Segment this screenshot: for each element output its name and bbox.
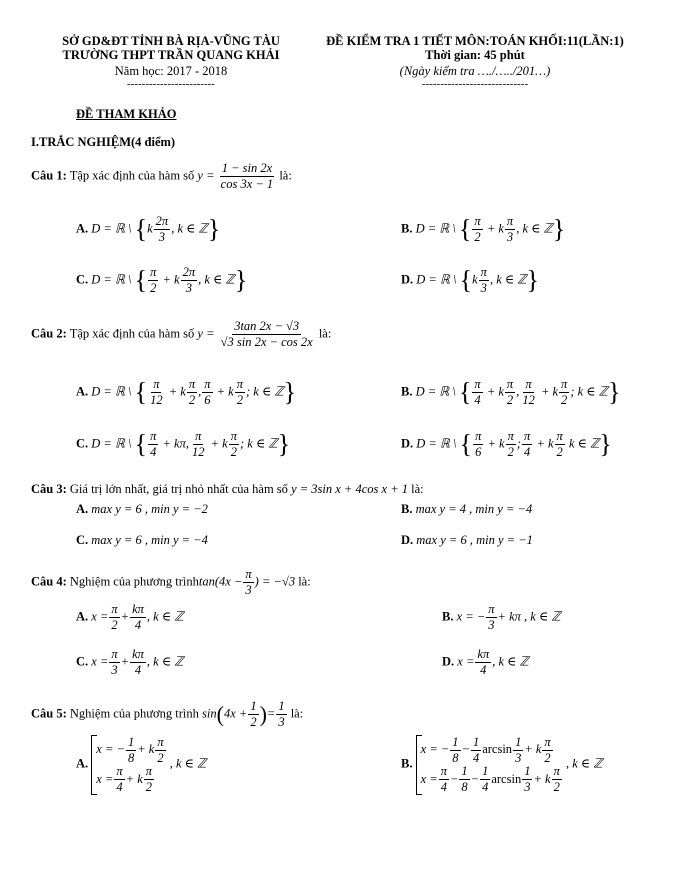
- q4-c-t1-num: π: [109, 648, 119, 663]
- q5-a-r1-n2: π: [155, 736, 165, 751]
- q1-c-t1-den: 2: [150, 281, 157, 296]
- q1-b-t1-den: 2: [474, 230, 481, 245]
- q1-option-b[interactable]: [401, 215, 565, 244]
- q5-b-r2-m1: −: [470, 771, 480, 786]
- q2-option-a[interactable]: [76, 378, 296, 407]
- q3-option-d-label: D.: [401, 533, 414, 547]
- q1-option-d[interactable]: [401, 266, 539, 295]
- q1-b-pre: D = ℝ \: [415, 221, 456, 236]
- q5-b-r1-d2: 4: [472, 750, 480, 765]
- school-name: TRƯỜNG THPT TRẦN QUANG KHẢI: [62, 48, 280, 62]
- right-divider: -----------------------------: [421, 78, 529, 90]
- q1-func-den: cos 3x − 1: [220, 177, 274, 192]
- q5-a-system: [91, 735, 166, 795]
- q2-c-t4-num: π: [229, 430, 239, 445]
- q5-b-r1-n3: 1: [513, 736, 523, 751]
- q1-option-c-label: C.: [76, 272, 89, 287]
- q5-b-r2-d3: 4: [482, 780, 489, 795]
- q5-a-r1-mid: + k: [137, 742, 155, 756]
- q2-a-open: {: [134, 377, 148, 407]
- q2-option-d-label: D.: [401, 436, 414, 451]
- q1-c-mid: + k: [159, 272, 180, 287]
- question-3-label: Câu 3:: [31, 482, 67, 496]
- q1-option-b-label: B.: [401, 221, 413, 236]
- q3-a-value: max y = 6 , min y = −2: [91, 502, 208, 516]
- q3-func: y = 3sin x + 4cos x + 1: [291, 482, 409, 496]
- q2-a-t1-num: π: [151, 378, 161, 393]
- question-1: [31, 162, 292, 191]
- q2-d-t2-num: π: [506, 430, 516, 445]
- q1-tail: là:: [279, 168, 292, 183]
- q4-c-mid: +: [120, 654, 130, 669]
- question-2-label: Câu 2:: [31, 326, 67, 341]
- q1-a-den: 3: [158, 230, 166, 245]
- q2-c-m2: + k: [207, 436, 228, 451]
- q5-b-r2-d2: 8: [461, 780, 468, 795]
- q5-eq-eq: =: [266, 706, 276, 721]
- q2-b-pre: D = ℝ \: [415, 384, 456, 399]
- q3-option-c[interactable]: [76, 533, 208, 548]
- q2-a-pre: D = ℝ \: [91, 384, 132, 399]
- q2-b-m2: + k: [537, 384, 559, 399]
- q1-b-t2-den: 3: [506, 230, 514, 245]
- q5-b-r2-n4: 1: [522, 765, 532, 780]
- q1-a-post: , k ∈ ℤ: [171, 221, 208, 236]
- q5-b-r2-arc: arcsin: [491, 771, 522, 786]
- q1-option-c[interactable]: [76, 266, 247, 295]
- q5-b-r2-m0: −: [449, 771, 459, 786]
- q5-a-r1-pre: x = −: [96, 742, 125, 756]
- q4-option-d-label: D.: [442, 654, 455, 669]
- q1-option-d-label: D.: [401, 272, 414, 287]
- q1-d-k: k: [472, 272, 478, 287]
- q1-b-close: }: [552, 214, 566, 244]
- question-5-label: Câu 5:: [31, 706, 67, 721]
- q2-tail: là:: [318, 326, 332, 341]
- q2-c-open: {: [134, 429, 148, 459]
- q2-b-post: ; k ∈ ℤ: [570, 384, 608, 399]
- q5-b-r1-n4: π: [542, 736, 552, 751]
- q2-a-t3-num: π: [202, 378, 212, 393]
- q2-c-t1-den: 4: [150, 445, 157, 460]
- q1-b-open: {: [458, 214, 472, 244]
- q1-d-num: π: [479, 266, 489, 281]
- q5-b-r2-d5: 2: [553, 780, 560, 795]
- q2-a-t1-den: 12: [150, 393, 163, 408]
- q2-d-t2-den: 2: [507, 445, 514, 460]
- q3-c-value: max y = 6 , min y = −4: [91, 533, 208, 547]
- q5-b-r1-n1: 1: [450, 736, 460, 751]
- q5-b-r2-pre: x =: [420, 771, 438, 786]
- q2-option-a-label: A.: [76, 384, 89, 399]
- q1-a-k: k: [147, 221, 153, 236]
- q2-c-pre: D = ℝ \: [91, 436, 132, 451]
- q2-b-t4-num: π: [559, 378, 569, 393]
- question-5: Câu 5: Nghiệm của phương trình sin(4x + $\frac{1}{2}$ )= $\frac{1}{3}$ là:: [31, 699, 304, 730]
- question-3-text: Giá trị lớn nhất, giá trị nhỏ nhất của hàm số: [69, 482, 288, 496]
- q2-c-t3-num: π: [193, 430, 203, 445]
- q1-d-pre: D = ℝ \: [416, 272, 457, 287]
- q4-option-d[interactable]: [442, 648, 529, 677]
- q1-b-mid: + k: [483, 221, 504, 236]
- q1-c-post: , k ∈ ℤ: [198, 272, 235, 287]
- q3-tail: là:: [411, 482, 424, 496]
- q5-a-r1-d1: 8: [127, 750, 135, 765]
- q2-b-t2-num: π: [505, 378, 515, 393]
- question-1-label: Câu 1:: [31, 168, 67, 183]
- q4-d-t1-den: 4: [480, 663, 487, 678]
- q2-b-m1: + k: [483, 384, 504, 399]
- q1-c-close: }: [234, 265, 248, 295]
- q4-a-t1-num: π: [109, 603, 119, 618]
- exam-duration: Thời gian: 45 phút: [425, 48, 525, 62]
- q2-d-t4-num: π: [555, 430, 565, 445]
- section-heading: I.TRẮC NGHIỆM(4 điểm): [31, 135, 176, 149]
- q5-rhs-den: 3: [278, 715, 285, 730]
- q2-b-open: {: [458, 377, 472, 407]
- q2-d-t3-den: 4: [524, 445, 531, 460]
- q4-option-c[interactable]: [76, 648, 184, 677]
- left-divider: ------------------------: [127, 78, 215, 90]
- q4-a-t2-num: kπ: [130, 603, 146, 618]
- q4-eq-den: 3: [245, 583, 252, 598]
- q2-option-c[interactable]: [76, 430, 290, 459]
- q5-a-r2-mid: + k: [125, 771, 143, 786]
- school-dept: SỞ GD&ĐT TỈNH BÀ RỊA-VŨNG TÀU: [62, 34, 280, 48]
- q2-c-t4-den: 2: [230, 445, 237, 460]
- q2-c-m1: + kπ,: [159, 436, 189, 451]
- q5-option-a-label: A.: [76, 756, 89, 771]
- q2-d-t4-den: 2: [556, 445, 563, 460]
- q2-b-close: }: [607, 377, 621, 407]
- q2-a-t2-den: 2: [188, 393, 196, 408]
- question-4: [31, 568, 311, 597]
- q2-c-close: }: [277, 429, 291, 459]
- q5-b-post: , k ∈ ℤ: [565, 756, 603, 771]
- q4-option-b[interactable]: [442, 603, 561, 632]
- q5-eq-num: 1: [248, 700, 258, 715]
- q1-option-a[interactable]: [76, 215, 220, 244]
- q2-d-open: {: [459, 429, 473, 459]
- q2-func-den: √3 sin 2x − cos 2x: [220, 335, 313, 350]
- q1-d-open: {: [459, 265, 473, 295]
- question-5-text: Nghiệm của phương trình: [69, 706, 199, 721]
- q4-a-pre: x =: [91, 609, 109, 624]
- q1-a-open: {: [134, 214, 148, 244]
- q2-c-t3-den: 12: [192, 445, 205, 460]
- q5-b-r2-d4: 3: [524, 780, 531, 795]
- q5-option-b-label: B.: [401, 756, 413, 771]
- q1-c-t2-num: 2π: [181, 266, 198, 281]
- q5-b-r1-pre: x = −: [420, 742, 450, 756]
- q2-d-close: }: [599, 429, 612, 459]
- q4-option-a[interactable]: [76, 603, 184, 632]
- q5-b-r1-m1: −: [461, 742, 470, 756]
- school-year: Năm học: 2017 - 2018: [114, 64, 228, 78]
- q3-option-b[interactable]: [401, 502, 532, 517]
- q2-d-m1: + k: [484, 436, 505, 451]
- q4-b-t1-num: π: [486, 603, 496, 618]
- q1-func-lhs: y =: [197, 168, 215, 183]
- question-1-text: Tập xác định của hàm số: [69, 168, 195, 183]
- q2-a-t4-den: 2: [236, 393, 243, 408]
- q4-a-t2-den: 4: [134, 618, 142, 633]
- exam-date: (Ngày kiểm tra …./…../201…): [399, 64, 551, 78]
- q4-c-t2-den: 4: [134, 663, 142, 678]
- q5-b-r1-mid: + k: [524, 742, 542, 756]
- q4-a-post: , k ∈ ℤ: [146, 609, 184, 624]
- document-title: ĐỀ THAM KHẢO: [76, 107, 177, 121]
- q2-c-post: ; k ∈ ℤ: [240, 436, 278, 451]
- q5-a-r2-d2: 2: [145, 780, 153, 795]
- q1-a-pre: D = ℝ \: [91, 221, 132, 236]
- q1-c-pre: D = ℝ \: [91, 272, 132, 287]
- q1-d-close: }: [526, 265, 540, 295]
- q2-d-post: k ∈ ℤ: [565, 436, 600, 451]
- q3-d-value: max y = 6 , min y = −1: [416, 533, 533, 547]
- q5-b-r1-d3: 3: [515, 750, 522, 765]
- q4-d-post: , k ∈ ℤ: [492, 654, 529, 669]
- q2-b-t2-den: 2: [506, 393, 514, 408]
- q2-b-t1-num: π: [472, 378, 482, 393]
- q4-eq-pre: tan(4x −: [198, 574, 243, 589]
- q1-d-post: , k ∈ ℤ: [489, 272, 527, 287]
- question-3: [31, 482, 424, 497]
- q2-option-d[interactable]: [401, 430, 612, 459]
- q5-b-system: [416, 735, 563, 795]
- q4-c-t2-num: kπ: [130, 648, 146, 663]
- q5-option-a[interactable]: [76, 735, 206, 795]
- q4-tail: là:: [298, 574, 311, 589]
- q4-option-c-label: C.: [76, 654, 89, 669]
- q2-option-b[interactable]: [401, 378, 620, 407]
- q4-d-t1-num: kπ: [475, 648, 491, 663]
- q5-a-r2-d1: 4: [116, 780, 123, 795]
- q1-b-t1-num: π: [472, 215, 482, 230]
- q2-a-t2-num: π: [187, 378, 197, 393]
- q1-b-post: , k ∈ ℤ: [516, 221, 553, 236]
- q1-c-open: {: [134, 265, 148, 295]
- question-2: [31, 320, 331, 349]
- q5-eq-den: 2: [250, 715, 257, 730]
- q2-option-b-label: B.: [401, 384, 413, 399]
- exam-title: ĐỀ KIỂM TRA 1 TIẾT MÔN:TOÁN KHỐI:11(LẦN:1): [326, 34, 624, 48]
- q5-b-r1-n2: 1: [471, 736, 481, 751]
- q4-b-t1-den: 3: [488, 618, 495, 633]
- q1-b-t2-num: π: [505, 215, 515, 230]
- q4-eq-post: ) = −√3: [254, 574, 296, 589]
- q1-d-den: 3: [480, 281, 487, 296]
- question-2-text: Tập xác định của hàm số: [69, 326, 195, 341]
- q2-option-c-label: C.: [76, 436, 89, 451]
- q3-b-value: max y = 4 , min y = −4: [415, 502, 533, 516]
- q2-b-sep: ,: [516, 384, 520, 399]
- q2-b-t3-num: π: [523, 378, 533, 393]
- q4-b-post: + kπ , k ∈ ℤ: [497, 609, 561, 624]
- q5-b-r1-d1: 8: [452, 750, 459, 765]
- q4-b-pre: x = −: [456, 609, 486, 624]
- q5-a-r2-pre: x =: [96, 771, 114, 786]
- q1-c-t2-den: 3: [185, 281, 192, 296]
- q2-d-t1-num: π: [473, 430, 483, 445]
- q1-c-t1-num: π: [148, 266, 158, 281]
- q2-func-num: 3tan 2x − √3: [232, 320, 301, 335]
- q5-b-r1-arc: arcsin: [482, 742, 513, 756]
- q2-b-t3-den: 12: [522, 393, 535, 408]
- q4-option-b-label: B.: [442, 609, 454, 624]
- q1-a-num: 2π: [154, 215, 171, 230]
- q4-eq-num: π: [243, 568, 253, 583]
- q5-a-r2-n2: π: [144, 765, 154, 780]
- q5-tail: là:: [290, 706, 304, 721]
- q5-b-r2-mid: + k: [533, 771, 551, 786]
- q1-option-a-label: A.: [76, 221, 89, 236]
- q5-b-r2-n5: π: [552, 765, 562, 780]
- q5-b-r2-n3: 1: [480, 765, 490, 780]
- question-4-text: Nghiệm của phương trình: [69, 574, 199, 589]
- q3-option-a[interactable]: [76, 502, 208, 517]
- q2-a-t4-num: π: [235, 378, 245, 393]
- q2-a-post: ; k ∈ ℤ: [246, 384, 284, 399]
- q2-c-t1-num: π: [148, 430, 158, 445]
- q5-eq-inner: 4x +: [223, 706, 248, 721]
- q4-c-post: , k ∈ ℤ: [146, 654, 184, 669]
- q5-b-r2-d1: 4: [440, 780, 447, 795]
- q2-d-t3-num: π: [522, 430, 532, 445]
- q5-option-b[interactable]: [401, 735, 603, 795]
- q4-a-t1-den: 2: [111, 618, 118, 633]
- q3-option-b-label: B.: [401, 502, 413, 516]
- q3-option-d[interactable]: [401, 533, 533, 548]
- q2-d-sep: ;: [516, 436, 522, 451]
- q4-d-pre: x =: [457, 654, 475, 669]
- q5-eq-pre: sin: [202, 706, 217, 721]
- q5-b-r1-d4: 2: [544, 750, 551, 765]
- q2-d-pre: D = ℝ \: [416, 436, 457, 451]
- q2-a-close: }: [283, 377, 297, 407]
- q4-a-mid: +: [120, 609, 130, 624]
- q5-a-r2-n1: π: [114, 765, 124, 780]
- q4-c-pre: x =: [91, 654, 109, 669]
- q2-a-m1: + k: [165, 384, 186, 399]
- q3-option-a-label: A.: [76, 502, 89, 516]
- q4-c-t1-den: 3: [111, 663, 118, 678]
- q2-func-lhs: y =: [197, 326, 215, 341]
- q4-option-a-label: A.: [76, 609, 89, 624]
- q5-a-post: , k ∈ ℤ: [169, 756, 207, 771]
- q2-b-t1-den: 4: [474, 393, 481, 408]
- q5-a-r1-d2: 2: [157, 750, 164, 765]
- q1-func-num: 1 − sin 2x: [220, 162, 274, 177]
- question-4-label: Câu 4:: [31, 574, 67, 589]
- q5-rhs-num: 1: [276, 700, 286, 715]
- q2-a-m2: + k: [213, 384, 234, 399]
- q2-a-sep: ,: [198, 384, 202, 399]
- q1-a-close: }: [207, 214, 221, 244]
- q2-b-t4-den: 2: [561, 393, 568, 408]
- q2-a-t3-den: 6: [204, 393, 211, 408]
- q5-a-r1-n1: 1: [126, 736, 136, 751]
- q5-b-r2-n2: 1: [459, 765, 469, 780]
- q5-b-r2-n1: π: [439, 765, 449, 780]
- q2-d-t1-den: 6: [475, 445, 482, 460]
- q3-option-c-label: C.: [76, 533, 89, 547]
- q2-d-m2: + k: [533, 436, 554, 451]
